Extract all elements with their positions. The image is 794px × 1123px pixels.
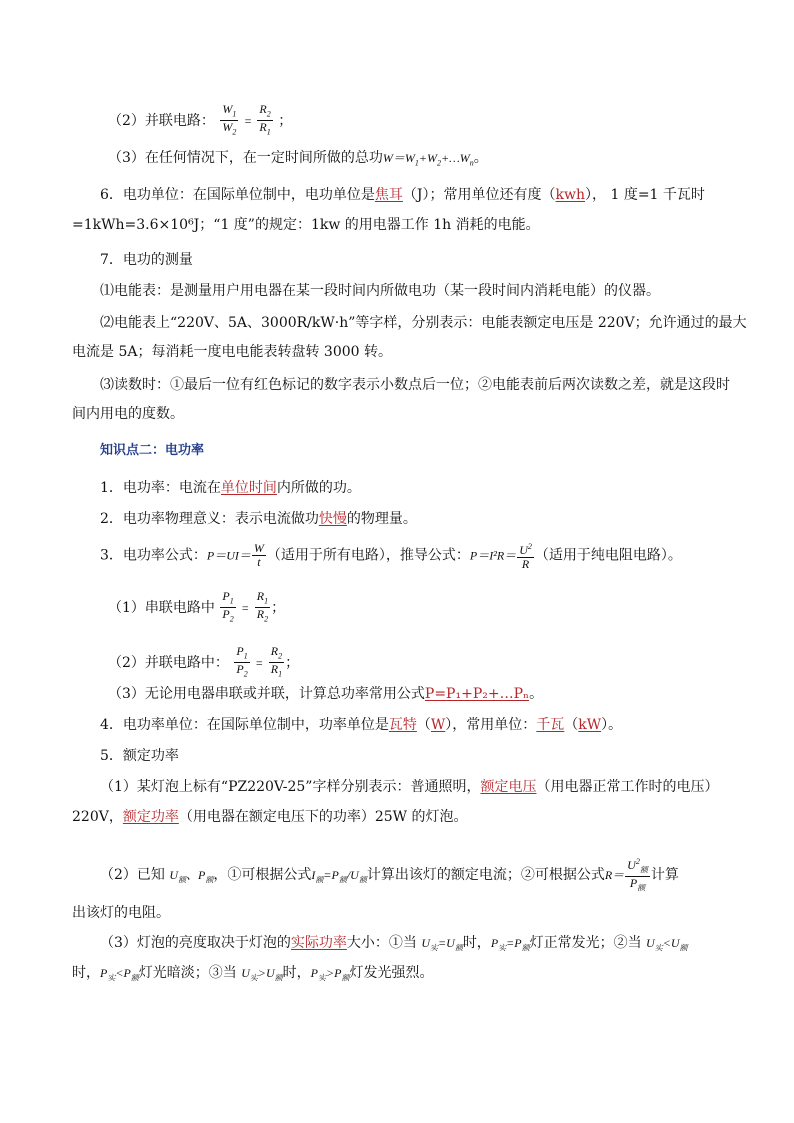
line-text: 时， — [282, 965, 311, 981]
line-text: ，①可根据公式 — [213, 866, 312, 883]
line-text: （ — [564, 717, 579, 733]
red-keyword: 额定电压 — [480, 779, 537, 795]
item7-1: ⑴电能表：是测量用户用电器在某一段时间内所做电功（某一段时间内消耗电能）的仪器。 — [100, 283, 660, 299]
line-text: （用电器正常工作时的电压） — [536, 779, 719, 795]
line-text: （1）串联电路中 — [108, 599, 215, 616]
line-text: 大小：①当 — [346, 935, 417, 951]
line-text: 灯正常发光；②当 — [529, 935, 642, 951]
formula-p-actual-gt-rated: $P_实>P_额$ — [310, 966, 350, 983]
line-text: ）。 — [601, 717, 623, 733]
line-text: （用电器在额定电压下的功率）25W 的灯泡。 — [178, 809, 468, 825]
line-text: （3）在任何情况下，在一定时间所做的总功 — [108, 150, 383, 166]
line-text: 。 — [529, 686, 544, 702]
fraction-p1-p2: $\frac{P_1}{P_2}$ — [222, 589, 234, 624]
fraction-u2-r: $\frac{U^2}{R}$ — [519, 542, 532, 571]
red-keyword: kW — [578, 717, 602, 733]
line-text: 4．电功率单位：在国际单位制中，功率单位是 — [100, 717, 389, 733]
rated-1-line2 — [72, 808, 468, 826]
total-work-line — [108, 149, 488, 172]
work-parallel-ratio-line: （2）并联电路： $\frac{W_1}{W_2}$ = $\frac{R_2}{R_1}$ ； — [108, 102, 293, 137]
fraction-u-rated-sq-p-rated: $\frac{U^2_额}{P_额}$ — [627, 857, 648, 893]
rated-3-line1 — [100, 934, 687, 957]
power-parallel-line: （2）并联电路中： $\frac{P_1}{P_2}$ = $\frac{R_2}{R_1}$ ； — [108, 644, 300, 679]
formula-p-actual-eq-rated: $P_实=P_额$ — [490, 936, 530, 953]
line-text: （3）灯泡的亮度取决于灯泡的 — [100, 935, 291, 951]
red-keyword: P=P₁+P₂+…Pₙ — [424, 686, 530, 702]
item7-2a: ⑵电能表上“220V、5A、3000R/kW·h”等字样，分别表示：电能表额定电压是 220V；允许通过的最大 — [100, 315, 747, 331]
rated-2-line1 — [100, 855, 679, 895]
item6-line2: =1kWh=3.6×10⁶J；“1 度”的规定：1kw 的用电器工作 1h 消耗的电能。 — [72, 217, 540, 233]
red-keyword: W — [430, 717, 446, 733]
line-tail: ； — [278, 112, 293, 129]
line-text: 6．电功单位：在国际单位制中，电功单位是 — [100, 187, 375, 203]
red-keyword: 单位时间 — [220, 480, 277, 496]
formula-i-rated: $I_额=P_额/U_额$ — [311, 867, 367, 885]
line-text: 的物理量。 — [346, 511, 417, 527]
line-text: （适用于纯电阻电路）。 — [534, 547, 682, 564]
power-item1 — [100, 479, 361, 497]
power-item4 — [100, 716, 622, 734]
item7-3b: 间内用电的度数。 — [72, 406, 184, 422]
formula-p-i2r: P＝I²R＝ — [469, 548, 517, 563]
red-keyword: 实际功率 — [290, 935, 347, 951]
formula-u-actual-eq-rated: $U_实=U_额$ — [421, 936, 463, 953]
item6-line1 — [100, 186, 705, 204]
line-text: 内所做的功。 — [276, 480, 361, 496]
formula-u-p-rated: $U_额$、$P_额$ — [169, 867, 214, 885]
line-text: （3）无论用电器串联或并联，计算总功率常用公式 — [108, 686, 425, 702]
line-text: （ — [416, 717, 431, 733]
line-text: 3．电功率公式： — [100, 547, 207, 564]
fraction-r2-r1: $\frac{R_2}{R_1}$ — [259, 102, 271, 137]
line-text: （J）；常用单位还有度（ — [402, 187, 556, 203]
red-keyword: 千瓦 — [536, 717, 565, 733]
power-series-line: （1）串联电路中 $\frac{P_1}{P_2}$ = $\frac{R_1}{R_2}$ ； — [108, 589, 286, 624]
formula-u-actual-lt-rated: $U_实<U_额$ — [646, 936, 688, 953]
fraction-r1-r2: $\frac{R_1}{R_2}$ — [256, 589, 269, 624]
line-text: 灯光暗淡；③当 — [138, 965, 237, 981]
red-keyword: 焦耳 — [374, 187, 403, 203]
line-text: 灯发光强烈。 — [349, 965, 434, 981]
line-end: 。 — [473, 150, 488, 166]
line-text: 220V， — [72, 809, 123, 825]
item7-title: 7．电功的测量 — [100, 252, 193, 268]
total-work-formula: $W=W_1+W_2+\dots W_n$ — [382, 151, 474, 168]
red-keyword: 额定功率 — [122, 809, 179, 825]
line-text: ）， 1 度=1 千瓦时 — [585, 187, 705, 203]
power-item2 — [100, 510, 417, 528]
fraction-r2-r1: $\frac{R_2}{R_1}$ — [270, 644, 283, 679]
fraction-w1-w2: $\frac{W_1}{W_2}$ — [222, 102, 237, 137]
line-text: ），常用单位： — [445, 717, 537, 733]
section-heading: 知识点二：电功率 — [100, 443, 205, 458]
rated-2-line2: 出该灯的电阻。 — [72, 905, 170, 921]
power-item5-title: 5．额定功率 — [100, 748, 179, 764]
formula-r-equals: R＝ — [604, 867, 625, 882]
line-text: 1．电功率：电流在 — [100, 480, 221, 496]
line-text: （2）并联电路中： — [108, 654, 229, 671]
line-text: （适用于所有电路），推导公式： — [266, 547, 470, 564]
power-item3 — [100, 540, 682, 571]
line-text: （2）并联电路： — [108, 112, 215, 129]
power-sum-line — [108, 685, 543, 703]
line-text: （2）已知 — [100, 866, 165, 883]
line-text: 时， — [72, 965, 100, 981]
fraction-w-t: $\frac{W}{t}$ — [253, 541, 264, 569]
line-text: 计算 — [650, 866, 679, 883]
red-keyword: 快慢 — [318, 511, 347, 527]
line-text: 时， — [462, 935, 491, 951]
red-keyword: kwh — [555, 187, 586, 203]
rated-3-line2 — [72, 964, 433, 987]
rated-1-line1 — [100, 778, 718, 796]
line-text: 2．电功率物理意义：表示电流做功 — [100, 511, 319, 527]
red-keyword: 瓦特 — [388, 717, 417, 733]
item7-3a: ⑶读数时：①最后一位有红色标记的数字表示小数点后一位；②电能表前后两次读数之差，就是这段时 — [100, 377, 730, 393]
formula-p-ui: P＝UI＝ — [206, 548, 251, 563]
formula-p-actual-lt-rated: $P_实<P_额$ — [100, 966, 139, 983]
line-text: （1）某灯泡上标有“PZ220V-25”字样分别表示：普通照明， — [100, 779, 481, 795]
formula-u-actual-gt-rated: $U_实>U_额$ — [241, 966, 283, 983]
item7-2b: 电流是 5A；每消耗一度电电能表转盘转 3000 转。 — [72, 344, 392, 360]
line-text: 计算出该灯的额定电流；②可根据公式 — [366, 866, 605, 883]
fraction-p1-p2: $\frac{P_1}{P_2}$ — [236, 644, 248, 679]
